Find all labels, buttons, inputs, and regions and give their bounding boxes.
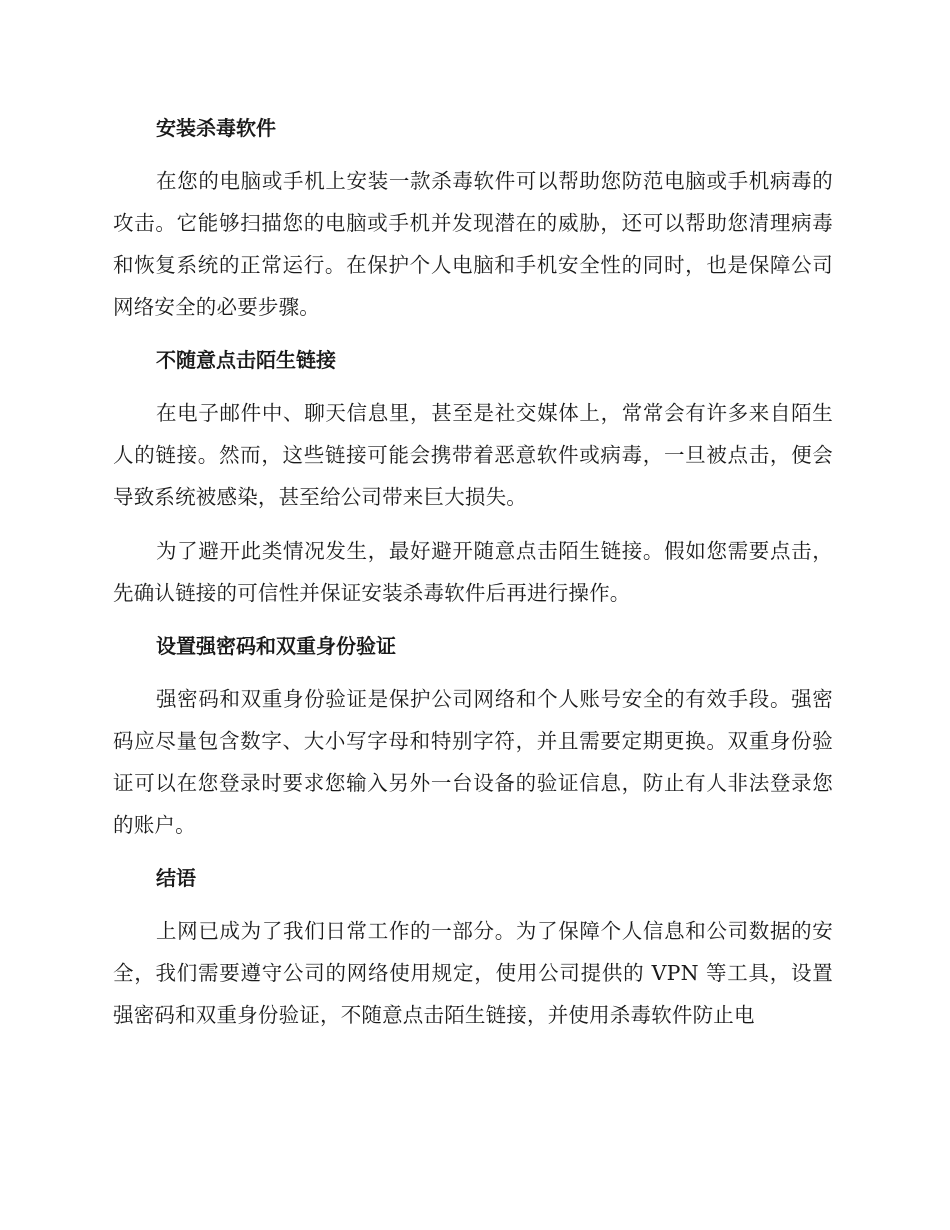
section-heading-links: 不随意点击陌生链接: [156, 348, 336, 372]
paragraph-password: 强密码和双重身份验证是保护公司网络和个人账号安全的有效手段。强密码应尽量包含数字、大小写字母和特别字符，并且需要定期更换。双重身份验证可以在您登录时要求您输入另外一台设备的验证信息，防止有人非法登录您的账户。: [113, 687, 833, 837]
paragraph-conclusion: 上网已成为了我们日常工作的一部分。为了保障个人信息和公司数据的安全，我们需要遵守公司的网络使用规定，使用公司提供的 VPN 等工具，设置强密码和双重身份验证，不随意点击陌生链接，并使用杀毒软件防止电: [113, 919, 833, 1027]
section-heading-password: 设置强密码和双重身份验证: [156, 634, 396, 658]
document-page: [113, 108, 833, 1036]
paragraph-antivirus: 在您的电脑或手机上安装一款杀毒软件可以帮助您防范电脑或手机病毒的攻击。它能够扫描您的电脑或手机并发现潜在的威胁，还可以帮助您清理病毒和恢复系统的正常运行。在保护个人电脑和手机安全性的同时，也是保障公司网络安全的必要步骤。: [113, 169, 833, 319]
section-heading-conclusion: 结语: [156, 866, 196, 890]
paragraph-links-2: 为了避开此类情况发生，最好避开随意点击陌生链接。假如您需要点击，先确认链接的可信性并保证安装杀毒软件后再进行操作。: [113, 539, 833, 605]
paragraph-links-1: 在电子邮件中、聊天信息里，甚至是社交媒体上，常常会有许多来自陌生人的链接。然而，这些链接可能会携带着恶意软件或病毒，一旦被点击，便会导致系统被感染，甚至给公司带来巨大损失。: [113, 401, 833, 509]
section-heading-antivirus: 安装杀毒软件: [156, 116, 276, 140]
